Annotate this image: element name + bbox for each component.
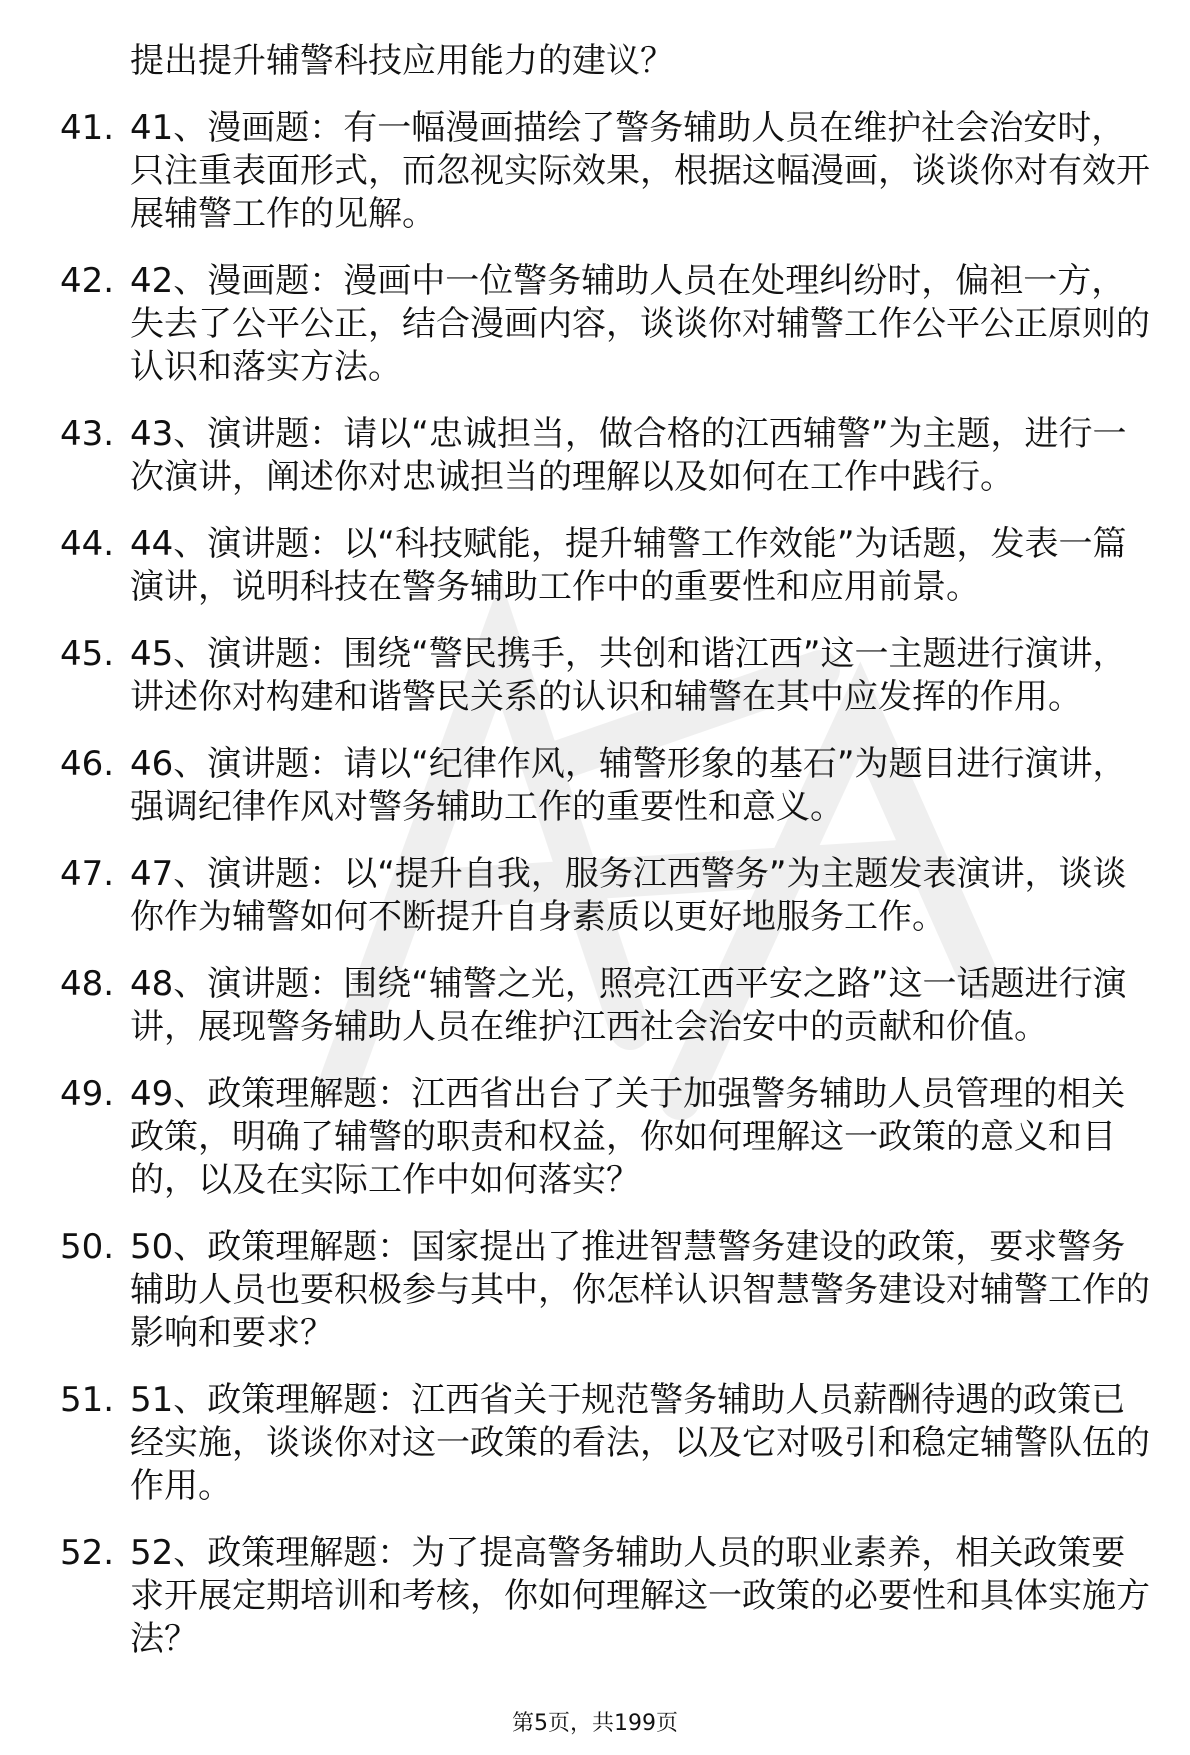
item-text: 45、演讲题：围绕“警民携手，共创和谐江西”这一主题进行演讲，讲述你对构建和谐警民关系的认识和辅警在其中应发挥的作用。 [130, 634, 1127, 717]
list-item [60, 963, 1150, 1049]
item-number: 48. [60, 964, 115, 1004]
item-text: 41、漫画题：有一幅漫画描绘了警务辅助人员在维护社会治安时，只注重表面形式，而忽视实际效果，根据这幅漫画，谈谈你对有效开展辅警工作的见解。 [130, 108, 1150, 234]
item-text: 49、政策理解题：江西省出台了关于加强警务辅助人员管理的相关政策，明确了辅警的职责和权益，你如何理解这一政策的意义和目的，以及在实际工作中如何落实？ [130, 1074, 1126, 1200]
item-number: 46. [60, 744, 115, 784]
item-number: 45. [60, 634, 115, 674]
list-item [60, 1226, 1150, 1355]
list-item [60, 633, 1150, 719]
item-number: 52. [60, 1533, 115, 1573]
list-item [60, 1073, 1150, 1202]
item-text: 48、演讲题：围绕“辅警之光，照亮江西平安之路”这一话题进行演讲，展现警务辅助人员在维护江西社会治安中的贡献和价值。 [130, 964, 1127, 1047]
list-item [60, 1532, 1150, 1661]
item-text: 51、政策理解题：江西省关于规范警务辅助人员薪酬待遇的政策已经实施，谈谈你对这一政策的看法，以及它对吸引和稳定辅警队伍的作用。 [130, 1380, 1150, 1506]
page-footer: 第5页，共199页 [512, 1711, 678, 1736]
item-text: 52、政策理解题：为了提高警务辅助人员的职业素养，相关政策要求开展定期培训和考核，你如何理解这一政策的必要性和具体实施方法？ [130, 1533, 1150, 1659]
list-item [60, 260, 1150, 389]
item-number: 50. [60, 1227, 115, 1267]
continued-question-text: 提出提升辅警科技应用能力的建议？ [130, 41, 674, 81]
item-number: 51. [60, 1380, 115, 1420]
item-text: 46、演讲题：请以“纪律作风，辅警形象的基石”为题目进行演讲，强调纪律作风对警务辅助工作的重要性和意义。 [130, 744, 1127, 827]
item-text: 42、漫画题：漫画中一位警务辅助人员在处理纠纷时，偏袒一方，失去了公平公正，结合漫画内容，谈谈你对辅警工作公平公正原则的认识和落实方法。 [130, 261, 1150, 387]
list-item [60, 107, 1150, 236]
question-list [60, 40, 1150, 1685]
list-item [60, 853, 1150, 939]
item-number: 49. [60, 1074, 115, 1114]
item-text: 44、演讲题：以“科技赋能，提升辅警工作效能”为话题，发表一篇演讲，说明科技在警务辅助工作中的重要性和应用前景。 [130, 524, 1127, 607]
list-item [60, 523, 1150, 609]
item-number: 47. [60, 854, 115, 894]
item-text: 47、演讲题：以“提升自我，服务江西警务”为主题发表演讲，谈谈你作为辅警如何不断提升自身素质以更好地服务工作。 [130, 854, 1127, 937]
list-item [60, 743, 1150, 829]
item-number: 42. [60, 261, 115, 301]
list-item [60, 1379, 1150, 1508]
item-text: 43、演讲题：请以“忠诚担当，做合格的江西辅警”为主题，进行一次演讲，阐述你对忠诚担当的理解以及如何在工作中践行。 [130, 414, 1127, 497]
item-number: 44. [60, 524, 115, 564]
list-item [60, 413, 1150, 499]
item-number: 41. [60, 108, 115, 148]
item-text: 50、政策理解题：国家提出了推进智慧警务建设的政策，要求警务辅助人员也要积极参与其中，你怎样认识智慧警务建设对辅警工作的影响和要求？ [130, 1227, 1150, 1353]
item-number: 43. [60, 414, 115, 454]
